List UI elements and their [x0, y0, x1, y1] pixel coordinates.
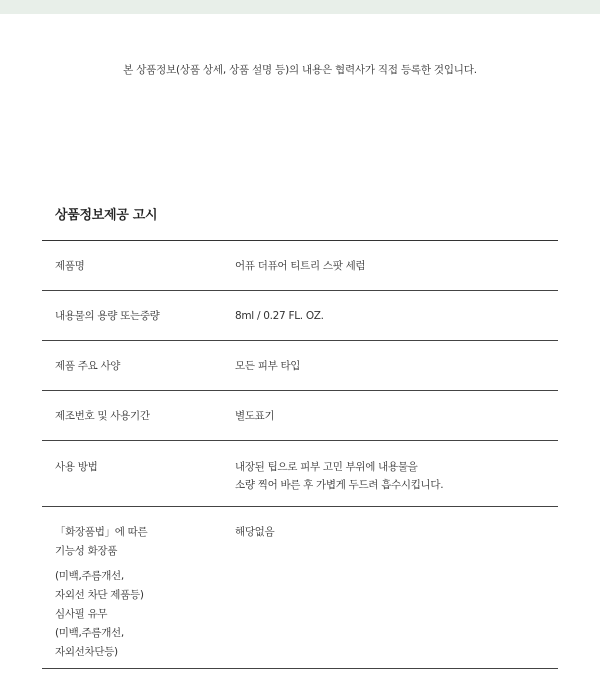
row-label: 제품명 — [55, 260, 85, 272]
table-row — [42, 341, 558, 391]
usage-line: 내장된 팁으로 피부 고민 부위에 내용물을 — [235, 461, 418, 473]
label-line: 자외선차단등) — [55, 646, 118, 658]
top-band — [0, 0, 600, 14]
table-row — [42, 291, 558, 341]
row-value: 모든 피부 타입 — [235, 359, 301, 372]
table-row — [42, 241, 558, 291]
label-line: 심사필 유무 — [55, 608, 108, 620]
section-title: 상품정보제공 고시 — [55, 208, 158, 223]
row-label: 제품 주요 사양 — [55, 360, 121, 372]
row-value — [235, 458, 558, 494]
row-value: 8ml / 0.27 FL. OZ. — [235, 309, 324, 322]
usage-line: 소량 찍어 바른 후 가볍게 두드려 흡수시킵니다. — [235, 479, 444, 491]
label-line: (미백,주름개선, — [55, 627, 124, 639]
row-label: 제조번호 및 사용기간 — [55, 410, 150, 422]
row-label — [42, 523, 235, 662]
label-line: 기능성 화장품 — [55, 545, 118, 557]
row-value: 해당없음 — [235, 526, 275, 538]
table-row — [42, 441, 558, 507]
table-row — [42, 391, 558, 441]
label-line: 「화장품법」에 따른 — [55, 526, 148, 538]
partner-notice: 본 상품정보(상품 상세, 상품 설명 등)의 내용은 협력사가 직접 등록한 것입니다. — [123, 64, 477, 76]
row-value: 별도표기 — [235, 409, 275, 422]
label-line: 자외선 차단 제품등) — [55, 589, 144, 601]
row-label: 내용물의 용량 또는중량 — [55, 310, 160, 322]
label-line: (미백,주름개선, — [55, 570, 124, 582]
table-row — [42, 507, 558, 669]
product-info-table — [42, 240, 558, 669]
row-label: 사용 방법 — [55, 461, 98, 473]
row-value: 어퓨 더퓨어 티트리 스팟 세럼 — [235, 259, 366, 272]
